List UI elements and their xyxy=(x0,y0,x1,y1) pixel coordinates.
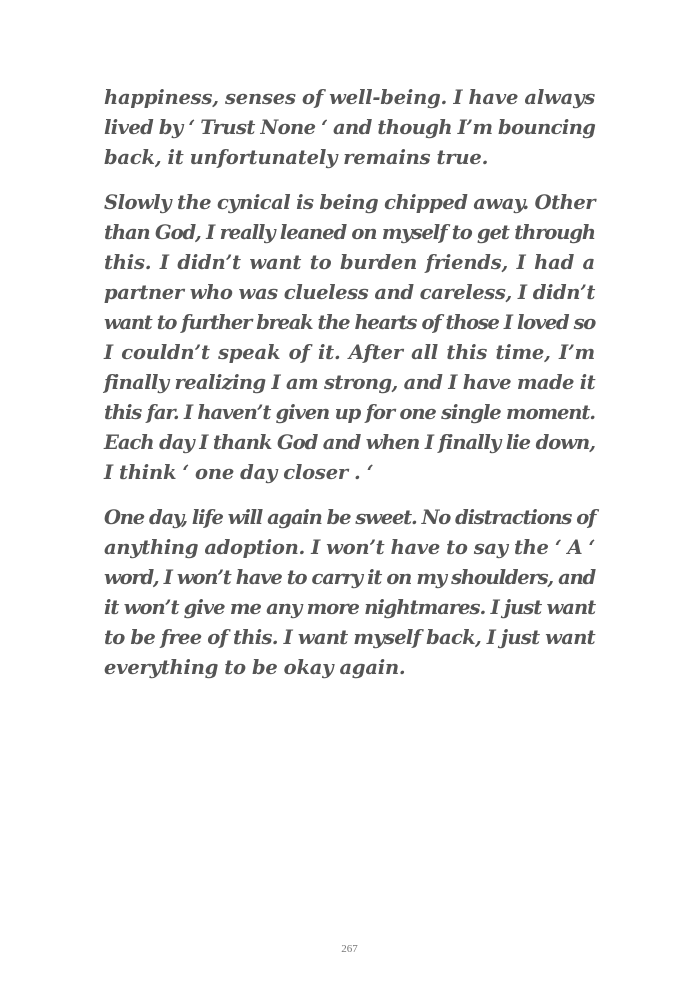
page-number: 267 xyxy=(341,943,358,955)
text-line: Each day I thank God and when I finally lie down, xyxy=(104,431,595,454)
paragraph-1 xyxy=(104,83,595,173)
text-line: happiness, senses of well-being. I have always xyxy=(104,86,595,109)
text-line: finally realizing I am strong, and I have made it xyxy=(104,371,595,394)
paragraph-2 xyxy=(104,188,595,488)
text-line: One day, life will again be sweet. No distractions of xyxy=(104,506,596,529)
text-line: than God, I really leaned on myself to get through xyxy=(104,221,595,244)
body-text xyxy=(104,83,595,698)
text-line: it won’t give me any more nightmares. I just want xyxy=(104,596,596,619)
text-line: everything to be okay again. xyxy=(104,656,406,679)
text-line: this far. I haven’t given up for one single moment. xyxy=(104,401,595,424)
text-line: lived by ‘ Trust None ‘ and though I’m bouncing xyxy=(104,116,596,139)
text-line: this. I didn’t want to burden friends, I had a xyxy=(104,251,595,274)
text-line: Slowly the cynical is being chipped away. Other xyxy=(104,191,595,214)
text-line: word, I won’t have to carry it on my shoulders, and xyxy=(104,566,595,589)
paragraph-3 xyxy=(104,503,595,683)
text-line: partner who was clueless and careless, I didn’t xyxy=(104,281,595,304)
text-line: to be free of this. I want myself back, I just want xyxy=(104,626,595,649)
text-line: back, it unfortunately remains true. xyxy=(104,146,489,169)
text-line: want to further break the hearts of those I loved so xyxy=(104,311,595,334)
text-line: anything adoption. I won’t have to say the ‘ A ‘ xyxy=(104,536,595,559)
text-line: I couldn’t speak of it. After all this time, I’m xyxy=(104,341,595,364)
text-line: I think ‘ one day closer . ‘ xyxy=(104,461,374,484)
